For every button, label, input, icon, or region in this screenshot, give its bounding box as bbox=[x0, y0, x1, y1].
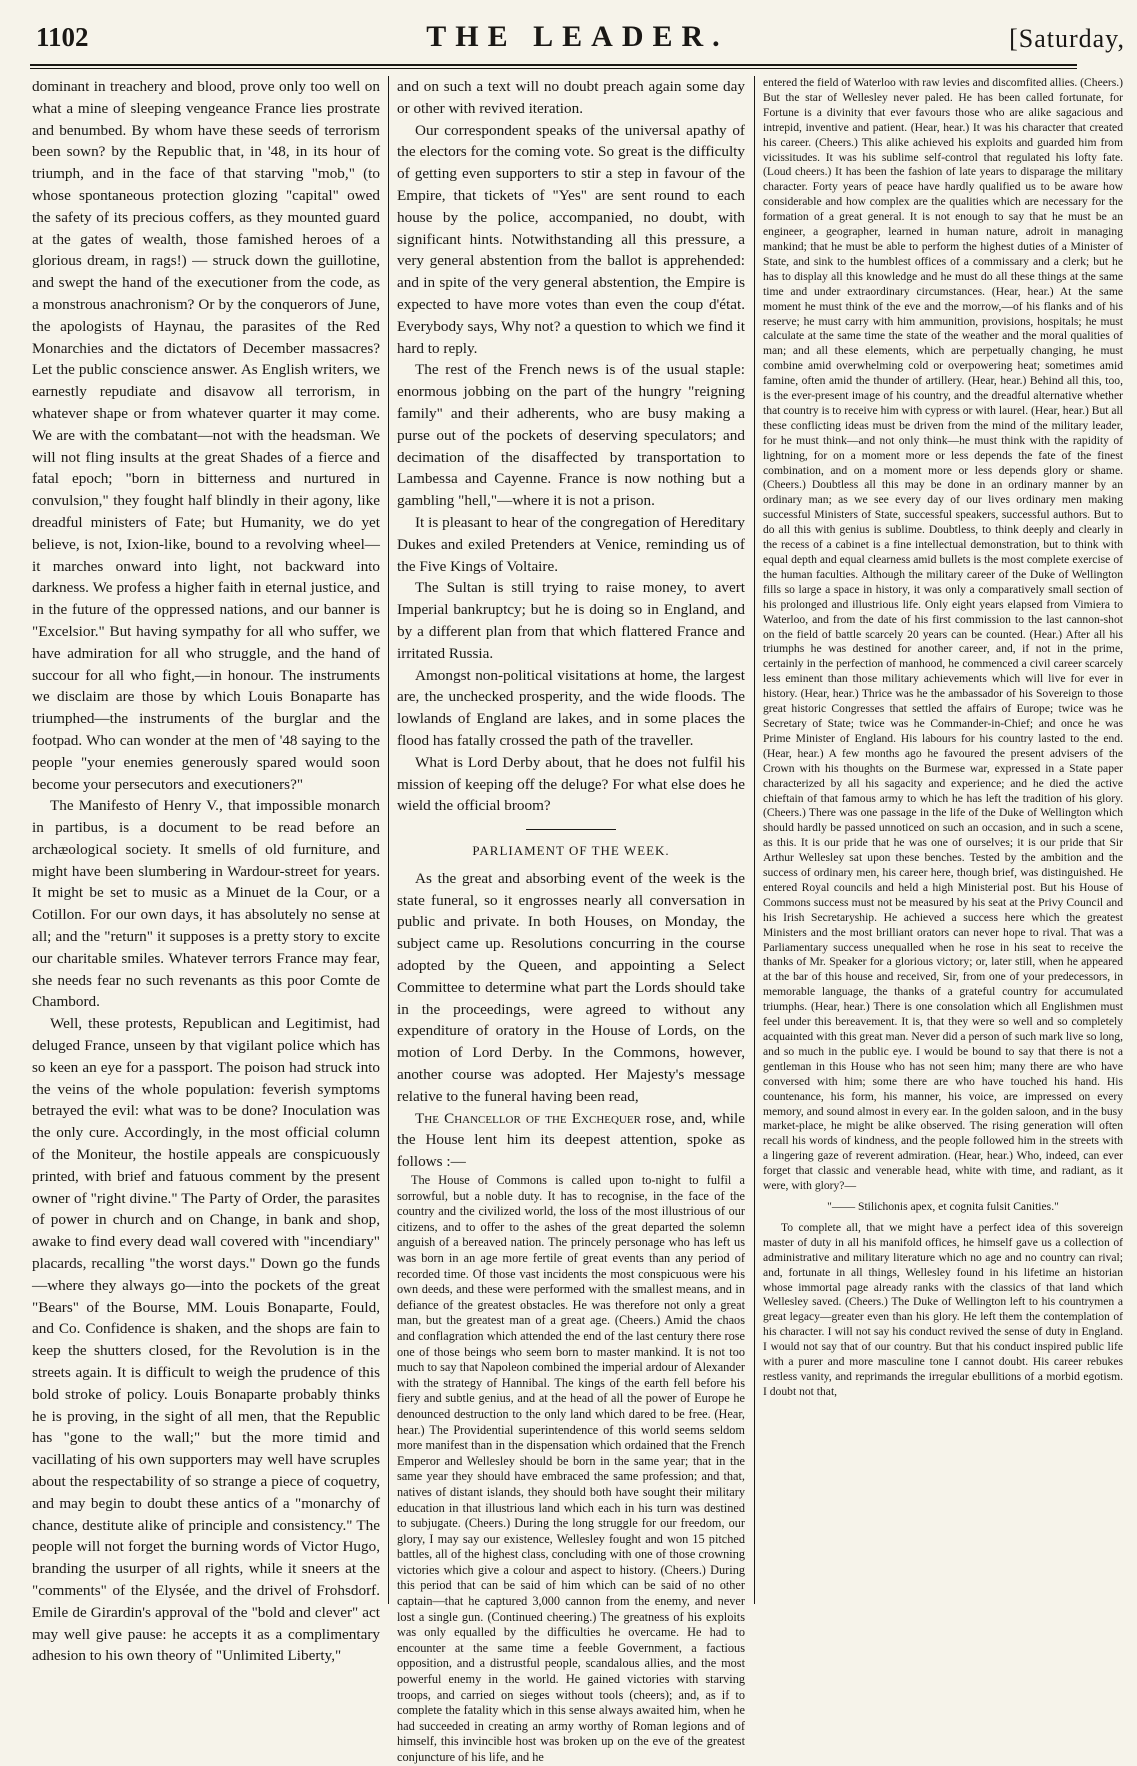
article-paragraph: and on such a text will no doubt preach again some day or other with revived iteration. bbox=[397, 78, 745, 117]
column-1 bbox=[32, 76, 380, 1665]
masthead-rule-thin bbox=[30, 68, 1077, 69]
speech-text bbox=[397, 1173, 745, 1766]
newspaper-title: THE LEADER. bbox=[426, 20, 729, 53]
article-paragraph: It is pleasant to hear of the congregation of Hereditary Dukes and exiled Pretenders at Venice, reminding us of the Five Kings of Voltaire. bbox=[397, 513, 745, 575]
speech-paragraph: To complete all, that we might have a perfect idea of this sovereign master of duty in all his manifold offices, he himself gave us a collection of administrative and military literature which no age and no country can rival; and, fortunate in all things, Wellesley found in his lifetime an historian whose immortal page already ranks with the classics of that land which Wellesley saved. (Cheers.) The Duke of Wellington left to his countrymen a great legacy—greater even than his glory. He left them the contemplation of his character. I will not say his conduct revived the sense of duty in England. I would not say that of our country. But that his conduct inspired public life with a purer and more masculine tone I cannot doubt. His career rebukes restless vanity, and reprimands the irregular ebullitions of a morbid egotism. I doubt not that, bbox=[763, 1220, 1123, 1398]
article-paragraph: Our correspondent speaks of the universal apathy of the electors for the coming vote. So great is the difficulty of getting even supporters to stir a step in favour of the Empire, that tickets of "Yes" are sent round to each house by the police, accompanied, no doubt, with significant hints. Notwithstanding all this pressure, a very general abstention from the ballot is apprehended: and in spite of the very general abstention, the Empire is expected to have more votes than even the coup d'état. Everybody says, Why not? a question to which we find it hard to reply. bbox=[397, 121, 745, 357]
article-paragraph: Amongst non-political visitations at home, the largest are, the unchecked prosperity, and the wide floods. The lowlands of England are lakes, and in some places the flood has fatally crossed the path of the traveller. bbox=[397, 666, 745, 749]
page-number: 1102 bbox=[36, 22, 89, 52]
speech-paragraph: The House of Commons is called upon to-night to fulfil a sorrowful, but a noble duty. It has to recognise, in the face of the country and the civilized world, the loss of the most illustrious of our citizens, and to offer to the ashes of the great departed the solemn anguish of a bereaved nation. The princely personage who has left us was born in an age more fertile of great events than any period of recorded time. Of those vast incidents the most conspicuous were his own deeds, and these were performed with the smallest means, and in defiance of the greatest obstacles. He was therefore not only a great man, but the greatest man of a great age. (Cheers.) Amid the chaos and conflagration which attended the end of the last century there rose one of those beings who seem born to master mankind. It is not too much to say that Napoleon combined the imperial ardour of Alexander with the strategy of Hannibal. The kings of the earth fell before his fiery and subtle genius, and at the head of all the power of Europe he denounced destruction to the only land which dared to be free. (Hear, hear.) The Providential superintendence of this world seems seldom more manifest than in the dispensation which ordained that the French Emperor and Wellesley should be born in the same year; that in the same year they should have embraced the same profession; and that, natives of distant islands, they should both have sought their military education in that illustrious land which each in his turn was destined to subjugate. (Cheers.) During the long struggle for our freedom, our glory, I may say our existence, Wellesley fought and won 15 pitched battles, all of the highest class, concluding with one of those crowning victories which give a colour and aspect to history. (Cheers.) During this period that can be said of him which can be said of no other captain—that he captured 3,000 cannon from the enemy, and never lost a single gun. (Continued cheering.) The greatness of his exploits was only equalled by the difficulties he overcame. He had to encounter at the same time a feeble Government, a factious opposition, and a distrustful people, scandalous allies, and the most powerful enemy in the world. He gained victories with starving troops, and carried on sieges without tools (cheers); and, as if to complete the fatality which in this sense always awaited him, when he had succeeded in creating an army worthy of Roman legions and of himself, this invincible host was broken up on the eve of the greatest conjuncture of his life, and he bbox=[397, 1173, 745, 1765]
column-divider bbox=[754, 76, 755, 1604]
column-3 bbox=[763, 76, 1123, 1604]
speaker-intro-text: rose, and, while the House lent him its deepest attention, spoke as follows :— bbox=[397, 1109, 745, 1171]
speaker-intro bbox=[397, 1108, 745, 1173]
article-paragraph: The Manifesto of Henry V., that impossible monarch in partibus, is a document to be read before an archæological society. It smells of old furniture, and might have been slumbering in Wardour-street for years. It might be set to music as a Minuet de la Cour, or a Cotillon. For our own days, it has absolutely no sense at all; and the "return" it supposes is a pretty story to excite our charitable smiles. Whatever terrors France may fear, she needs fear no such revenants as this poor Comte de Chambord. bbox=[32, 797, 380, 1011]
masthead bbox=[30, 20, 1125, 66]
speech-paragraph: entered the field of Waterloo with raw levies and discomfited allies. (Cheers.) But the star of Wellesley never paled. He has been called fortunate, for Fortune is a divinity that ever favours those who are alike sagacious and intrepid, inventive and patient. (Hear, hear.) It was his character that created his career. (Cheers.) This alike achieved his exploits and guarded him from vicissitudes. It was his sublime self-control that regulated his lofty fate. (Loud cheers.) It has been the fashion of late years to disparage the military character. Forty years of peace have hardly qualified us to be aware how considerable and how complex are the qualities which are necessary for the formation of a great general. It is not enough to say that he must be an engineer, a geographer, learned in human nature, adroit in managing mankind; that he must be able to perform the highest duties of a Minister of State, and sink to the humblest offices of a commissary and a clerk; but he has to display all this knowledge and he must do all these things at the same time and under extraordinary circumstances. (Hear, hear.) At the same moment he must think of the eve and the morrow,—of his flanks and of his reserve; he must carry with him ammunition, provisions, hospitals; he must calculate at the same time the state of the weather and the moral qualities of man; and all these elements, which are perpetually changing, he must combine amid overwhelming cold or overpowering heat; sometimes amid famine, often amid the thunder of artillery. (Hear, hear.) Behind all this, too, is the ever-present image of his country, and the dreadful alternative whether that country is to receive him with cypress or with laurel. (Hear, hear.) But all these conflicting ideas must be driven from the mind of the military leader, for he must think—and not only think—he must think with the rapidity of lightning, for on a moment more or less depends the fate of the finest combination, and on a moment more or less depends glory or shame. (Cheers.) Doubtless all this may be done in an ordinary manner by an ordinary man; as we see every day of our lives ordinary men making successful Ministers of State, successful speakers, successful authors. But to do all this with genius is sublime. Doubtless, to think deeply and clearly in the recess of a cabinet is a fine intellectual demonstration, but to think with equal depth and equal clearness amid bullets is the most complete exercise of the human faculties. Although the military career of the Duke of Wellington fills so large a space in history, it was only a comparatively small section of his prolonged and illustrious life. Only eight years elapsed from Vimiera to Waterloo, and from the date of his first commission to the last cannon-shot on the field of battle scarcely 20 years can be counted. (Hear.) After all his triumphs he was destined for another career, and, if not in the prime, certainly in the perfection of manhood, he commenced a civil career scarcely less eminent than those military achievements which will live for ever in history. (Hear, hear.) Thrice was he the ambassador of his Sovereign to those great historic Congresses that settled the affairs of Europe; twice was he Secretary of State; twice was he Commander-in-Chief; and once he was Prime Minister of England. His labours for his country lasted to the end. (Hear, hear.) A few months ago he favoured the present advisers of the Crown with his thoughts on the Burmese war, expressed in a State paper characterized by all his sagacity and experience; and he died the active chieftain of that famous army to which he has left the tradition of his glory. (Cheers.) There was one passage in the life of the Duke of Wellington which should hardly be passed unnoticed on such an occasion, and in such a scene, as this. It is our pride that he was one of ourselves; it is our pride that Sir Arthur Wellesley sat upon these benches. Tested by the ambition and the success of ordinary men, his career here, though brief, was distinguished. He entered Royal councils and held a high Ministerial post. But his House of Commons success must not be measured by his seat at the Privy Council and his Irish Secretaryship. He achieved a success here which the greatest Ministers and the most brilliant orators can never hope to rival. That was a Parliamentary success unequalled when he rose in his seat to receive the thanks of Mr. Speaker for a glorious victory; or, later still, when he appeared at the bar of this house and received, Sir, from one of your predecessors, in memorable language, the thanks of a grateful country for accumulated triumphs. (Hear, hear.) There is one consolation which all Englishmen must feel under this bereavement. It is, that they were so well and so completely acquainted with this great man. Never did a person of such mark live so long, and so much in the public eye. I would be bound to say that there is not a gentleman in this House who has not seen him; many there are who have conversed with him; some there are who have touched his hand. His countenance, his form, his manner, his voice, are impressed on every memory, and sound almost in every ear. In the golden saloon, and in the busy market-place, he might be alike observed. The rising generation will often recall his words of kindness, and the people followed him in the streets with a lingering gaze of reverent admiration. (Hear, hear.) Who, indeed, can ever forget that classic and venerable head, white with time, and radiant, as it were, with glory?— bbox=[763, 76, 1123, 1193]
section-rule bbox=[526, 829, 616, 830]
article-paragraph: The Sultan is still trying to raise money, to avert Imperial bankruptcy; but he is doing so in England, and by a different plan from that which flattered France and irritated Russia. bbox=[397, 579, 745, 662]
masthead-rule bbox=[30, 64, 1077, 66]
article-paragraph: As the great and absorbing event of the week is the state funeral, so it engrosses nearly all conversation in public and private. In both Houses, on Monday, the subject came up. Resolutions concurring in the course adopted by the Queen, and appointing a Select Committee to determine what part the Lords should take in the proceedings, were agreed to without any expenditure of oratory in the House of Lords, on the motion of Lord Derby. In the Commons, however, another course was adopted. Her Majesty's message relative to the funeral having been read, bbox=[397, 869, 745, 1105]
issue-day: [Saturday, bbox=[1009, 24, 1125, 53]
article-paragraph: What is Lord Derby about, that he does not fulfil his mission of keeping off the deluge? For what else does he wield the official broom? bbox=[397, 753, 745, 815]
column-divider bbox=[388, 76, 389, 1604]
latin-quotation: "—— Stilichonis apex, et cognita fulsit Canities." bbox=[827, 1199, 1059, 1213]
column-2 bbox=[397, 76, 745, 1765]
article-paragraph: The rest of the French news is of the usual staple: enormous jobbing on the part of the hungry "reigning family" and their adherents, who are busy making a purse out of the pockets of deserving speculators; and decimation of the disaffected by transportation to Lambessa and Cayenne. France is now nothing but a gambling "hell,"—where it is not a prison. bbox=[397, 361, 745, 510]
section-heading: PARLIAMENT OF THE WEEK. bbox=[472, 843, 670, 859]
article-paragraph: Well, these protests, Republican and Legitimist, had deluged France, unseen by that vigilant police which has so keen an eye for a passport. The poison had struck into the veins of the whole population: feverish symptoms betrayed the evil: what was to be done? Inoculation was the only cure. Accordingly, in the most official column of the Moniteur, the hostile appeals are conspicuously printed, with brief and fatuous comment by the present owner of "right divine." The Party of Order, the parasites of power in church and on Change, in bank and shop, awake to find every dead wall covered with "incendiary" placards, recalling "the worst days." Down go the funds—where they always go—into the pockets of the great "Bears" of the Bourse, MM. Louis Bonaparte, Fould, and Co. Confidence is shaken, and the shops are fain to keep the shutters closed, for the Revolution is in the streets again. It is difficult to weigh the prudence of this bold stroke of policy. Louis Bonaparte probably thinks he is proving, in the sight of all men, that the Republic has "gone to the wall;" but the more timid and vacillating of his own supporters may well have scruples about the respectability of so strange a piece of coquetry, and may begin to doubt these antics of a "monarchy of chance, destitute alike of principle and consistency." The people will not forget the burning words of Victor Hugo, branding the usurper of all rights, while it sneers at the "comments" of the Elysée, and the drivel of Frohsdorf. Emile de Girardin's approval of the "bold and clever" act may well give pause: he accepts it as a complimentary adhesion to his own theory of "Unlimited Liberty," bbox=[32, 1015, 380, 1665]
speaker-name: The Chancellor of the Exchequer bbox=[415, 1109, 641, 1127]
article-paragraph: dominant in treachery and blood, prove only too well on what a mine of sleeping vengeance France lies prostrate and benumbed. By whom have these seeds of terrorism been sown? by the Republic that, in '48, in its hour of triumph, and in the face of that starving "mob," (to whose spontaneous protection glozing "capital" owed the safety of its precious coffers, as they mounted guard at the gates of wealth, those famished heroes of a glorious dream, in rags!) — struck down the guillotine, and swept the hand of the executioner from the code, as a monstrous anachronism? Or by the conquerors of June, the apologists of Haynau, the parasites of the Red Monarchies and the dictators of December massacres? Let the public conscience answer. As English writers, we earnestly repudiate and disavow all terrorism, in whatever shape or from whatever quarter it may come. We are with the combatant—not with the headsman. We will not fling insults at the great Shades of a fierce and fatal epoch; "born in bitterness and nurtured in convulsion," they fought half blindly in their agony, like dreadful ministers of Fate; but Humanity, we do yet believe, is not, Ixion-like, bound to a revolving wheel—it marches onward into light, not backward into darkness. We profess a higher faith in eternal justice, and in the future of the oppressed nations, and our banner is "Excelsior." But having sympathy for all who suffer, we have admiration for all who struggle, and the hand of succour for all who fight,—in honour. The instruments we disclaim are those by which Louis Bonaparte has triumphed—the instruments of the burglar and the footpad. Who can wonder at the men of '48 saying to the people "your enemies generously spared would soon become your persecutors and executioners?" bbox=[32, 78, 380, 793]
